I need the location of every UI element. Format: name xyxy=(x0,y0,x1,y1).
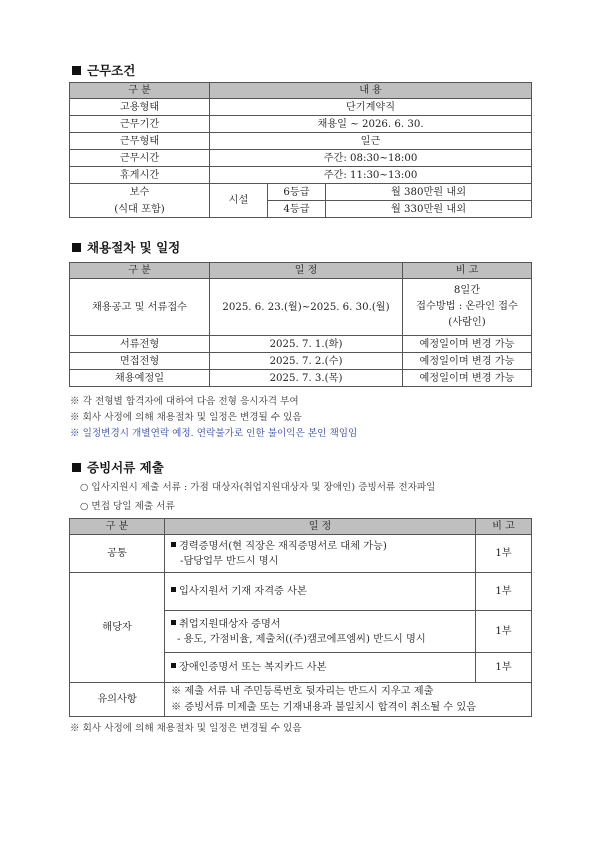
table-row xyxy=(70,116,532,133)
docs-bullet: ○ 면접 당일 제출 서류 xyxy=(80,501,175,512)
table-row xyxy=(70,133,532,150)
pay-place: 시설 xyxy=(210,184,268,218)
row-value: 일근 xyxy=(210,133,532,150)
pay-amount: 월 330만원 내외 xyxy=(326,201,532,218)
table-row xyxy=(70,336,532,353)
doc-item xyxy=(165,535,476,573)
section-title-work xyxy=(72,61,135,79)
row-note: 예정일이며 변경 가능 xyxy=(403,336,532,353)
square-bullet-icon xyxy=(171,542,176,547)
doc-item-sub: - 용도, 가점비율, 제출처((주)캠코에프엠씨) 반드시 명시 xyxy=(177,633,426,645)
doc-count: 1부 xyxy=(476,611,532,653)
header-category: 구 분 xyxy=(70,263,210,279)
row-label: 서류전형 xyxy=(70,336,210,353)
note-line: 8일간 xyxy=(453,285,481,296)
work-conditions-table xyxy=(69,82,532,218)
header-remarks: 비 고 xyxy=(476,519,532,535)
square-bullet-icon xyxy=(72,243,81,252)
doc-item xyxy=(165,611,476,653)
header-schedule: 일 정 xyxy=(210,263,403,279)
table-row xyxy=(70,370,532,387)
row-note: 예정일이며 변경 가능 xyxy=(403,370,532,387)
square-bullet-icon xyxy=(171,587,176,592)
row-label: 공통 xyxy=(70,535,165,573)
table-header-row xyxy=(70,83,532,99)
doc-item-text: 취업지원대상자 증명서 xyxy=(179,618,281,630)
doc-item-line xyxy=(171,540,472,553)
pay-label xyxy=(70,184,210,218)
table-row xyxy=(70,573,532,611)
header-category: 구 분 xyxy=(70,83,210,99)
row-date: 2025. 7. 3.(목) xyxy=(210,370,403,387)
table-row xyxy=(70,353,532,370)
row-label: 근무기간 xyxy=(70,116,210,133)
square-bullet-icon xyxy=(72,463,81,472)
table-row xyxy=(70,99,532,116)
caution-line: ※ 증빙서류 미제출 또는 기재내용과 불일치시 합격이 취소될 수 있음 xyxy=(171,702,477,713)
pay-amount: 월 380만원 내외 xyxy=(326,184,532,201)
row-label: 해당자 xyxy=(70,573,165,683)
docs-footer-note: ※ 회사 사정에 의해 채용절차 및 일정은 변경될 수 있음 xyxy=(70,723,302,734)
doc-count: 1부 xyxy=(476,653,532,683)
table-header-row xyxy=(70,519,532,535)
row-label: 면접전형 xyxy=(70,353,210,370)
doc-item-text: 경력증명서(현 직장은 재직증명서로 대체 가능) xyxy=(179,540,387,552)
doc-item xyxy=(165,573,476,611)
doc-item-line xyxy=(171,661,472,674)
pay-label-main: 보수 xyxy=(129,186,150,198)
pay-label-sub: (식대 포함) xyxy=(114,203,165,215)
row-value: 단기계약직 xyxy=(210,99,532,116)
table-row xyxy=(70,535,532,573)
row-value: 주간: 11:30~13:00 xyxy=(210,167,532,184)
row-note xyxy=(403,279,532,336)
caution-line: ※ 제출 서류 내 주민등록번호 뒷자리는 반드시 지우고 제출 xyxy=(171,686,434,697)
row-value: 주간: 08:30~18:00 xyxy=(210,150,532,167)
table-row xyxy=(70,279,532,336)
square-bullet-icon xyxy=(171,663,176,668)
row-note: 예정일이며 변경 가능 xyxy=(403,353,532,370)
doc-count: 1부 xyxy=(476,573,532,611)
table-header-row xyxy=(70,263,532,279)
row-date: 2025. 7. 1.(화) xyxy=(210,336,403,353)
schedule-table xyxy=(69,262,532,387)
row-value: 채용일 ~ 2026. 6. 30. xyxy=(210,116,532,133)
row-date: 2025. 6. 23.(월)~2025. 6. 30.(월) xyxy=(210,279,403,336)
note-line: 접수방법 : 온라인 접수 xyxy=(416,301,518,312)
documents-table xyxy=(69,518,532,717)
section-title-docs xyxy=(72,458,164,476)
schedule-note-highlight: ※ 일정변경시 개별연락 예정. 연락불가로 인한 불이익은 본인 책임임 xyxy=(70,428,358,439)
row-label: 근무형태 xyxy=(70,133,210,150)
section-title-docs-text: 증빙서류 제출 xyxy=(87,460,164,475)
doc-item-text: 입사지원서 기재 자격증 사본 xyxy=(179,586,307,597)
caution-cell xyxy=(165,683,532,717)
section-title-schedule xyxy=(72,238,180,256)
table-row xyxy=(70,150,532,167)
pay-grade: 4등급 xyxy=(268,201,326,218)
header-remarks: 비 고 xyxy=(403,263,532,279)
table-row xyxy=(70,683,532,717)
header-content: 내 용 xyxy=(210,83,532,99)
row-date: 2025. 7. 2.(수) xyxy=(210,353,403,370)
doc-item-line xyxy=(171,618,472,631)
doc-item xyxy=(165,653,476,683)
row-label: 유의사항 xyxy=(70,683,165,717)
doc-item-line xyxy=(171,585,472,598)
section-title-schedule-text: 채용절차 및 일정 xyxy=(87,240,181,255)
docs-bullet: ○ 입사지원시 제출 서류 : 가점 대상자(취업지원대상자 및 장애인) 증빙서류 전자파일 xyxy=(80,482,436,493)
table-row xyxy=(70,167,532,184)
doc-item-sub: -담당업무 반드시 명시 xyxy=(180,555,279,567)
doc-count: 1부 xyxy=(476,535,532,573)
doc-item-text: 장애인증명서 또는 복지카드 사본 xyxy=(179,662,327,673)
row-label: 근무시간 xyxy=(70,150,210,167)
section-title-work-text: 근무조건 xyxy=(87,63,136,78)
schedule-note: ※ 각 전형별 합격자에 대하여 다음 전형 응시자격 부여 xyxy=(70,396,299,407)
pay-grade: 6등급 xyxy=(268,184,326,201)
table-row xyxy=(70,184,532,201)
header-category: 구 분 xyxy=(70,519,165,535)
schedule-note: ※ 회사 사정에 의해 채용절차 및 일정은 변경될 수 있음 xyxy=(70,412,302,423)
square-bullet-icon xyxy=(72,66,81,75)
row-label: 고용형태 xyxy=(70,99,210,116)
row-label: 채용공고 및 서류접수 xyxy=(70,279,210,336)
square-bullet-icon xyxy=(171,620,176,625)
note-line: (사람인) xyxy=(448,317,486,328)
row-label: 휴게시간 xyxy=(70,167,210,184)
row-label: 채용예정일 xyxy=(70,370,210,387)
header-schedule: 일 정 xyxy=(165,519,476,535)
